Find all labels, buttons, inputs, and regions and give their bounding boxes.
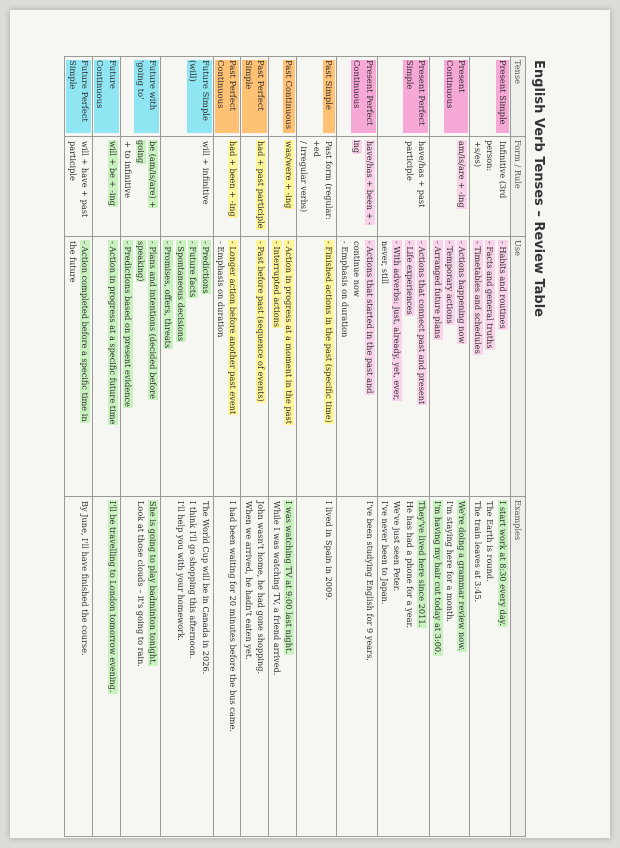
examples-cell [93,497,121,837]
cell-line [174,500,186,833]
cell-text: had + been + -ing [228,141,239,217]
cell-line [444,240,456,493]
cell-text: - Predictions based on present evidence [123,241,134,407]
cell-line [255,240,267,493]
cell-line [227,240,239,493]
cell-text: + to infinitive [123,141,134,198]
cell-text: - Actions that started in the past and [364,241,375,394]
cell-text: - Longer action before another past event [228,241,239,415]
header-examples: Examples [510,497,525,837]
cell-line [106,500,118,833]
tense-label: Future with 'going to' [134,60,159,133]
cell-text: By June, I'll have finished the course. [80,501,90,656]
use-cell [93,237,121,497]
cell-text: - Emphasis on duration [339,241,350,338]
cell-text: - Plans and intentions (decided before [148,241,159,399]
form-cell [430,137,470,237]
cell-line [134,140,159,233]
cell-text: - Timetables and schedules [472,241,483,354]
cell-line [147,240,159,493]
cell-text: - Action in progress at a moment in the past [284,241,295,425]
cell-text: I had been waiting for 20 minutes before the bus came. [228,501,239,732]
examples-cell [120,497,160,837]
cell-line [227,500,239,833]
cell-text: I'll be travelling to London tomorrow evening. [107,501,118,693]
form-cell [161,137,214,237]
form-cell [120,137,160,237]
header-row [510,57,525,837]
cell-text: I've been studying English for 9 years. [364,501,375,661]
table-row [65,57,93,837]
table-row [269,57,297,837]
cell-text: - Emphasis on duration [216,241,227,338]
cell-line [134,500,146,833]
cell-text: speaking) [135,241,146,282]
use-cell [269,237,297,497]
tense-cell [430,57,470,137]
cell-line [199,500,211,833]
cell-line [283,240,295,493]
table-row [470,57,510,837]
header-use: Use [510,237,525,497]
cell-line [66,240,78,493]
cell-text: / irregular verbs) [299,141,310,213]
cell-text: - Interrupted actions [271,241,282,328]
cell-line [283,500,295,833]
table-row [241,57,269,837]
table-row [213,57,241,837]
cell-text: When we arrived, he hadn't eaten yet. [243,501,254,660]
examples-cell [213,497,241,837]
use-cell [377,237,430,497]
cell-line [283,140,295,233]
tense-label: Past Perfect Simple [242,60,267,133]
cell-line [403,140,415,233]
cell-line [174,240,186,493]
table-row [120,57,160,837]
cell-text: will + have + past [80,141,90,218]
cell-text: - With adverbs: just, already, yet, ever, [392,241,403,401]
form-cell [470,137,510,237]
tense-label: Past Perfect Continuous [215,60,240,133]
cell-text: participle [404,141,415,181]
cell-text: have/has + been + -ing [352,140,375,225]
cell-text: - Temporary actions [444,241,455,324]
table-body [65,57,510,837]
cell-text: I'm having my hair cut today at 3:00. [432,501,443,655]
cell-text: have/has + past [417,141,428,208]
cell-text: be (am/is/are) + going [135,140,159,209]
tense-label: Present Continuous [444,60,469,133]
cell-text: Past form (regular: +ed [311,140,335,220]
cell-line [134,240,146,493]
cell-text: We're doing a grammar review now. [457,501,468,651]
cell-line [456,140,468,233]
cell-line [471,140,483,233]
examples-cell [430,497,470,837]
tense-cell [377,57,430,137]
cell-text: Infinitive (3rd person: [485,140,508,199]
cell-text: Look at those clouds – it's going to rain. [135,501,146,667]
cell-line [79,240,91,493]
tense-cell [120,57,160,137]
form-cell [213,137,241,237]
header-form: Form / Rule [510,137,525,237]
form-cell [65,137,93,237]
use-cell [470,237,510,497]
cell-text: had + past participle [256,141,267,229]
tense-cell [213,57,241,137]
cell-text: I've never been to Japan. [379,501,390,605]
cell-text: will + be + -ing [107,141,118,206]
tense-cell [269,57,297,137]
cell-text: He has had a phone for a year. [404,501,415,629]
cell-text: I'll help you with your homework. [175,501,186,641]
cell-line [255,140,267,233]
examples-cell [161,497,214,837]
table-row [297,57,337,837]
cell-text: participle [67,141,78,181]
rotated-page [10,56,550,836]
cell-line [391,500,403,833]
cell-line [456,500,468,833]
use-cell [241,237,269,497]
cell-line [323,240,335,493]
cell-text: - Actions happening now [457,241,468,344]
cell-text: - Past before past (sequence of events) [256,241,267,402]
cell-line [79,500,91,833]
cell-line [403,240,415,493]
cell-line [270,500,282,833]
cell-line [484,140,509,233]
cell-text: - Spontaneous decisions [175,241,186,342]
cell-text: - Life experiences [404,241,415,315]
cell-line [431,500,443,833]
cell-line [363,240,375,493]
cell-line [496,240,508,493]
tense-label: Past Simple [323,60,335,133]
examples-cell [241,497,269,837]
cell-line [363,500,375,833]
cell-line [122,140,134,233]
use-cell [430,237,470,497]
cell-line [379,240,391,493]
cell-line [187,500,199,833]
cell-text: I think I'll go shopping this afternoon. [188,501,199,659]
cell-line [298,140,310,233]
table-row [93,57,121,837]
use-cell [161,237,214,497]
form-cell [241,137,269,237]
tense-label: Present Perfect Simple [403,60,428,133]
cell-text: will + infinitive [200,141,211,205]
cell-text: - Promises, offers, threats [163,241,174,349]
cell-line [351,140,376,233]
cell-text: - Action in progress at a specific future time [107,241,118,425]
cell-line [323,500,335,833]
examples-cell [269,497,297,837]
tense-cell [161,57,214,137]
cell-line [351,240,363,493]
cell-text: We've just seen Peter. [392,501,403,592]
table-row [161,57,214,837]
cell-text: - Action completed before a specific time in [80,241,90,422]
cell-text: am/is/are + -ing [457,141,468,208]
cell-line [122,240,134,493]
cell-text: - Predictions [200,241,211,294]
cell-line [187,240,199,493]
tense-label: Past Continuous [283,60,295,133]
cell-line [106,240,118,493]
cell-text: continue now [352,241,363,297]
form-cell [337,137,377,237]
table-row [430,57,470,837]
cell-text: was/were + -ing [284,141,295,209]
examples-cell [470,497,510,837]
cell-line [199,140,211,233]
cell-text: I'm staying here for a month. [444,501,455,623]
examples-cell [65,497,93,837]
cell-line [471,500,483,833]
cell-line [379,500,391,833]
tense-label: Future Continuous [94,60,119,133]
cell-text: While I was watching TV, a friend arrived. [271,501,282,676]
cell-line [431,240,443,493]
cell-text: - Habits and routines [497,241,508,329]
examples-cell [297,497,337,837]
cell-line [444,500,456,833]
cell-line [416,240,428,493]
cell-text: The train leaves at 3:45. [472,501,483,603]
examples-cell [377,497,430,837]
tense-label: Future Perfect Simple [66,60,91,133]
cell-line [484,240,496,493]
cell-line [106,140,118,233]
cell-text: - Facts and general truths [485,241,496,349]
tense-cell [297,57,337,137]
cell-line [270,240,282,493]
examples-cell [337,497,377,837]
cell-line [484,500,496,833]
cell-text: I start work at 8:30 every day. [497,501,508,626]
cell-line [215,240,227,493]
document-title: English Verb Tenses – Review Table [531,60,546,317]
tense-cell [93,57,121,137]
cell-text: I lived in Spain in 2009. [324,501,335,601]
header-tense: Tense [510,57,525,137]
table-row [337,57,377,837]
tense-label: Present Perfect Continuous [351,60,376,133]
cell-text: She is going to play badminton tonight. [148,501,159,666]
tense-cell [470,57,510,137]
cell-text: The World Cup will be in Canada in 2026. [200,501,211,675]
use-cell [120,237,160,497]
form-cell [269,137,297,237]
form-cell [377,137,430,237]
cell-line [79,140,91,233]
form-cell [297,137,337,237]
cell-line [456,240,468,493]
table-row [377,57,430,837]
use-cell [297,237,337,497]
use-cell [65,237,93,497]
use-cell [213,237,241,497]
form-cell [93,137,121,237]
tense-cell [65,57,93,137]
cell-line [227,140,239,233]
cell-text: - Finished actions in the past (specific time) [324,241,335,423]
cell-line [199,240,211,493]
cell-text: They've lived here since 2011. [417,501,428,628]
cell-text: John wasn't home, he had gone shopping. [256,501,267,675]
cell-line [416,500,428,833]
cell-line [496,500,508,833]
cell-text: never, still [379,241,390,285]
cell-text: +s/es) [472,141,483,168]
cell-text: The Earth is round. [485,501,496,582]
cell-text: - Future facts [188,241,199,298]
tense-cell [241,57,269,137]
cell-line [255,500,267,833]
cell-text: the future [67,241,78,283]
cell-line [147,500,159,833]
cell-line [338,240,350,493]
cell-line [471,240,483,493]
paper-sheet [10,10,610,838]
tense-label: Present Simple [496,60,508,133]
cell-text: - Arranged future plans [432,241,443,339]
cell-line [391,240,403,493]
cell-text: - Actions that connect past and present [417,241,428,405]
tense-label: Future Simple (will) [187,60,212,133]
cell-line [403,500,415,833]
cell-line [242,500,254,833]
cell-line [311,140,336,233]
use-cell [337,237,377,497]
cell-text: I was watching TV at 9:00 last night. [284,501,295,654]
cell-line [66,140,78,233]
tense-cell [337,57,377,137]
verb-tense-table [64,56,526,837]
cell-line [162,240,174,493]
cell-line [416,140,428,233]
